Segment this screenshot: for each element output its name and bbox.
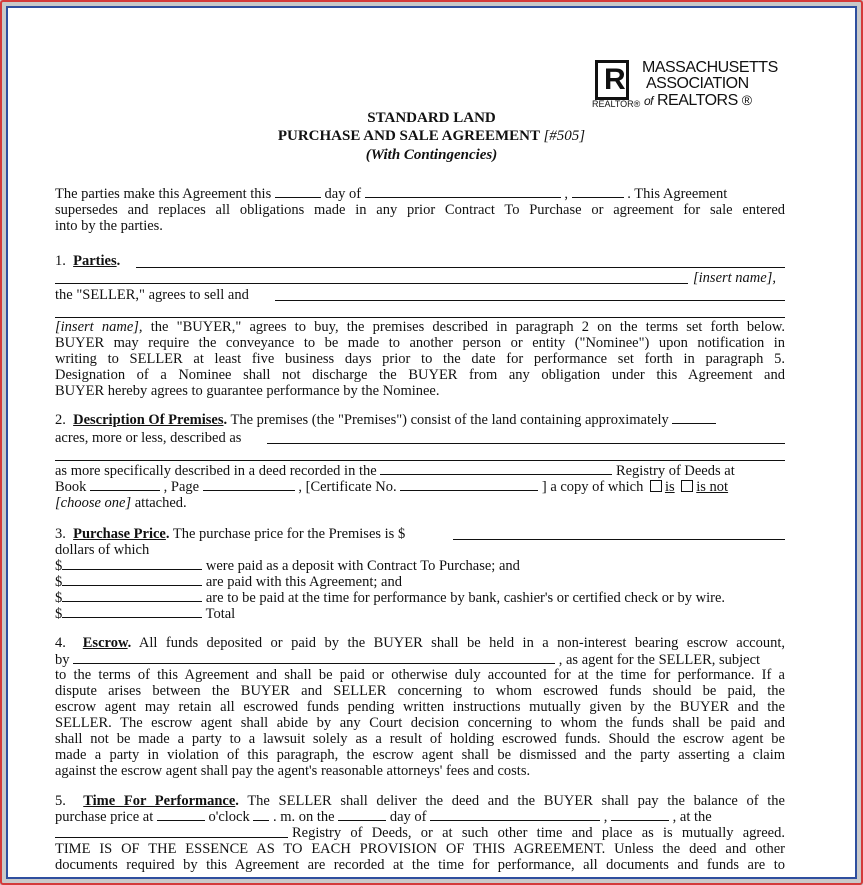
deposit-amount-blank[interactable] xyxy=(62,558,202,570)
section-3-line-1: 3. Purchase Price. The purchase price for the Premises is $ xyxy=(55,526,406,542)
day-blank[interactable] xyxy=(338,809,386,821)
year-blank[interactable] xyxy=(611,809,669,821)
page-title: STANDARD LAND xyxy=(367,110,496,126)
section-5-line-5: documents required by this Agreement are recorded at the time for performance, all documents and funds are to xyxy=(55,857,785,873)
described-as-line-1[interactable] xyxy=(267,443,785,444)
realtor-label: REALTOR® xyxy=(592,99,641,109)
section-4-line-4: dispute arises between the BUYER and SELLER concerning to whom escrowed funds should be paid, the xyxy=(55,683,785,699)
realtor-logo-mark: R xyxy=(595,60,629,100)
agreement-amount-blank[interactable] xyxy=(62,574,202,586)
buyer-line-2[interactable] xyxy=(55,317,785,318)
section-4-line-6: SELLER. The escrow agent shall abide by any Court decision concerning to whom the funds shall be paid and xyxy=(55,715,785,731)
section-2-line-3: as more specifically described in a deed recorded in the Registry of Deeds at xyxy=(55,463,735,479)
section-2-line-4: Book , Page , [Certificate No. ] a copy of which is is not xyxy=(55,479,729,495)
section-2-line-5: [choose one] attached. xyxy=(55,495,187,511)
intro-month-blank[interactable] xyxy=(365,186,561,198)
agreement-payment-row: $ are paid with this Agreement; and xyxy=(55,574,402,590)
page-title-2: PURCHASE AND SALE AGREEMENT [#505] xyxy=(277,128,586,144)
buyer-line-1[interactable] xyxy=(275,300,785,301)
insert-name-label: [insert name], xyxy=(693,270,776,286)
section-4-line-1: 4. Escrow. All funds deposited or paid by the BUYER shall be held in a non-interest bearing escrow account, xyxy=(55,635,786,651)
seller-text: the "SELLER," agrees to sell and xyxy=(55,287,249,303)
parties-line-1[interactable] xyxy=(136,267,785,268)
intro-line-2: supersedes and replaces all obligations made in any prior Contract To Purchase or agreement for sale entered xyxy=(55,202,785,218)
section-1-line-5: BUYER may require the conveyance to be made to another person or entity ("Nominee") upon notification in xyxy=(55,335,785,351)
is-checkbox[interactable] xyxy=(650,480,662,492)
section-1-line-4: [insert name], the "BUYER," agrees to buy, the premises described in paragraph 2 on the terms set forth below. xyxy=(55,319,786,335)
deposit-row: $ were paid as a deposit with Contract To Purchase; and xyxy=(55,558,520,574)
logo-line-1: MASSACHUSETTS xyxy=(642,59,778,76)
logo-line-3: of REALTORS ® xyxy=(644,92,752,109)
parties-line-2[interactable] xyxy=(55,283,688,284)
acres-blank[interactable] xyxy=(672,412,716,424)
hour-blank[interactable] xyxy=(157,809,205,821)
ampm-blank[interactable] xyxy=(253,809,269,821)
section-2-line-2: acres, more or less, described as xyxy=(55,430,242,446)
logo-line-2: ASSOCIATION xyxy=(646,75,749,92)
escrow-agent-blank[interactable] xyxy=(73,652,555,664)
page-subtitle: (With Contingencies) xyxy=(365,147,498,163)
section-4-line-8: made a party in violation of this paragraph, the escrow agent shall be dismissed and the party asserting a claim xyxy=(55,747,785,763)
certificate-blank[interactable] xyxy=(400,479,538,491)
book-blank[interactable] xyxy=(90,479,160,491)
purchase-price-blank[interactable] xyxy=(453,539,785,540)
section-1-line-7: Designation of a Nominee shall not discharge the BUYER from any obligation under this Agreement and xyxy=(55,367,785,383)
section-3-line-2: dollars of which xyxy=(55,542,150,558)
page-blank[interactable] xyxy=(203,479,295,491)
section-4-line-5: escrow agent may retain all escrowed funds pending written instructions mutually given by the BUYER and the xyxy=(55,699,785,715)
registry-name-blank[interactable] xyxy=(55,837,288,838)
month-blank[interactable] xyxy=(430,809,600,821)
section-5-line-4: TIME IS OF THE ESSENCE AS TO EACH PROVISION OF THIS AGREEMENT. Unless the deed and other xyxy=(55,841,785,857)
balance-amount-blank[interactable] xyxy=(62,590,202,602)
intro-line-1: The parties make this Agreement this day of , . This Agreement xyxy=(55,186,728,202)
is-not-checkbox[interactable] xyxy=(681,480,693,492)
section-1-line-8: BUYER hereby agrees to guarantee performance by the Nominee. xyxy=(55,383,440,399)
intro-year-blank[interactable] xyxy=(572,186,624,198)
total-row: $ Total xyxy=(55,606,236,622)
total-amount-blank[interactable] xyxy=(62,606,202,618)
document-frame xyxy=(6,6,857,879)
section-1-line-6: writing to SELLER at least five business days prior to the date for performance set forth in paragraph 5. xyxy=(55,351,785,367)
section-5-line-2: purchase price at o'clock . m. on the day of , , at the xyxy=(55,809,712,825)
balance-row: $ are to be paid at the time for performance by bank, cashier's or certified check or by wire. xyxy=(55,590,726,606)
intro-line-3: into by the parties. xyxy=(55,218,163,234)
document-page xyxy=(8,8,855,877)
section-5-line-1: 5. Time For Performance. The SELLER shall deliver the deed and the BUYER shall pay the balance of the xyxy=(55,793,785,809)
section-4-line-3: to the terms of this Agreement and shall be paid or otherwise duly accounted for at the time for performance. If a xyxy=(55,667,785,683)
intro-date-blank[interactable] xyxy=(275,186,321,198)
section-2-line-1: 2. Description Of Premises. The premises (the "Premises") consist of the land containing approximately xyxy=(55,412,716,428)
section-4-line-7: shall not be made a party to a lawsuit solely as a result of holding escrowed funds. Should the escrow agent be xyxy=(55,731,785,747)
section-4-line-9: against the escrow agent shall pay the agent's reasonable attorneys' fees and costs. xyxy=(55,763,531,779)
section-4-line-2: by , as agent for the SELLER, subject xyxy=(55,652,761,668)
registry-blank[interactable] xyxy=(380,463,612,475)
described-as-line-2[interactable] xyxy=(55,460,785,461)
section-5-line-3: Registry of Deeds, or at such other time and place as is mutually agreed. xyxy=(292,825,785,841)
section-1-heading: 1. Parties. xyxy=(55,253,121,269)
